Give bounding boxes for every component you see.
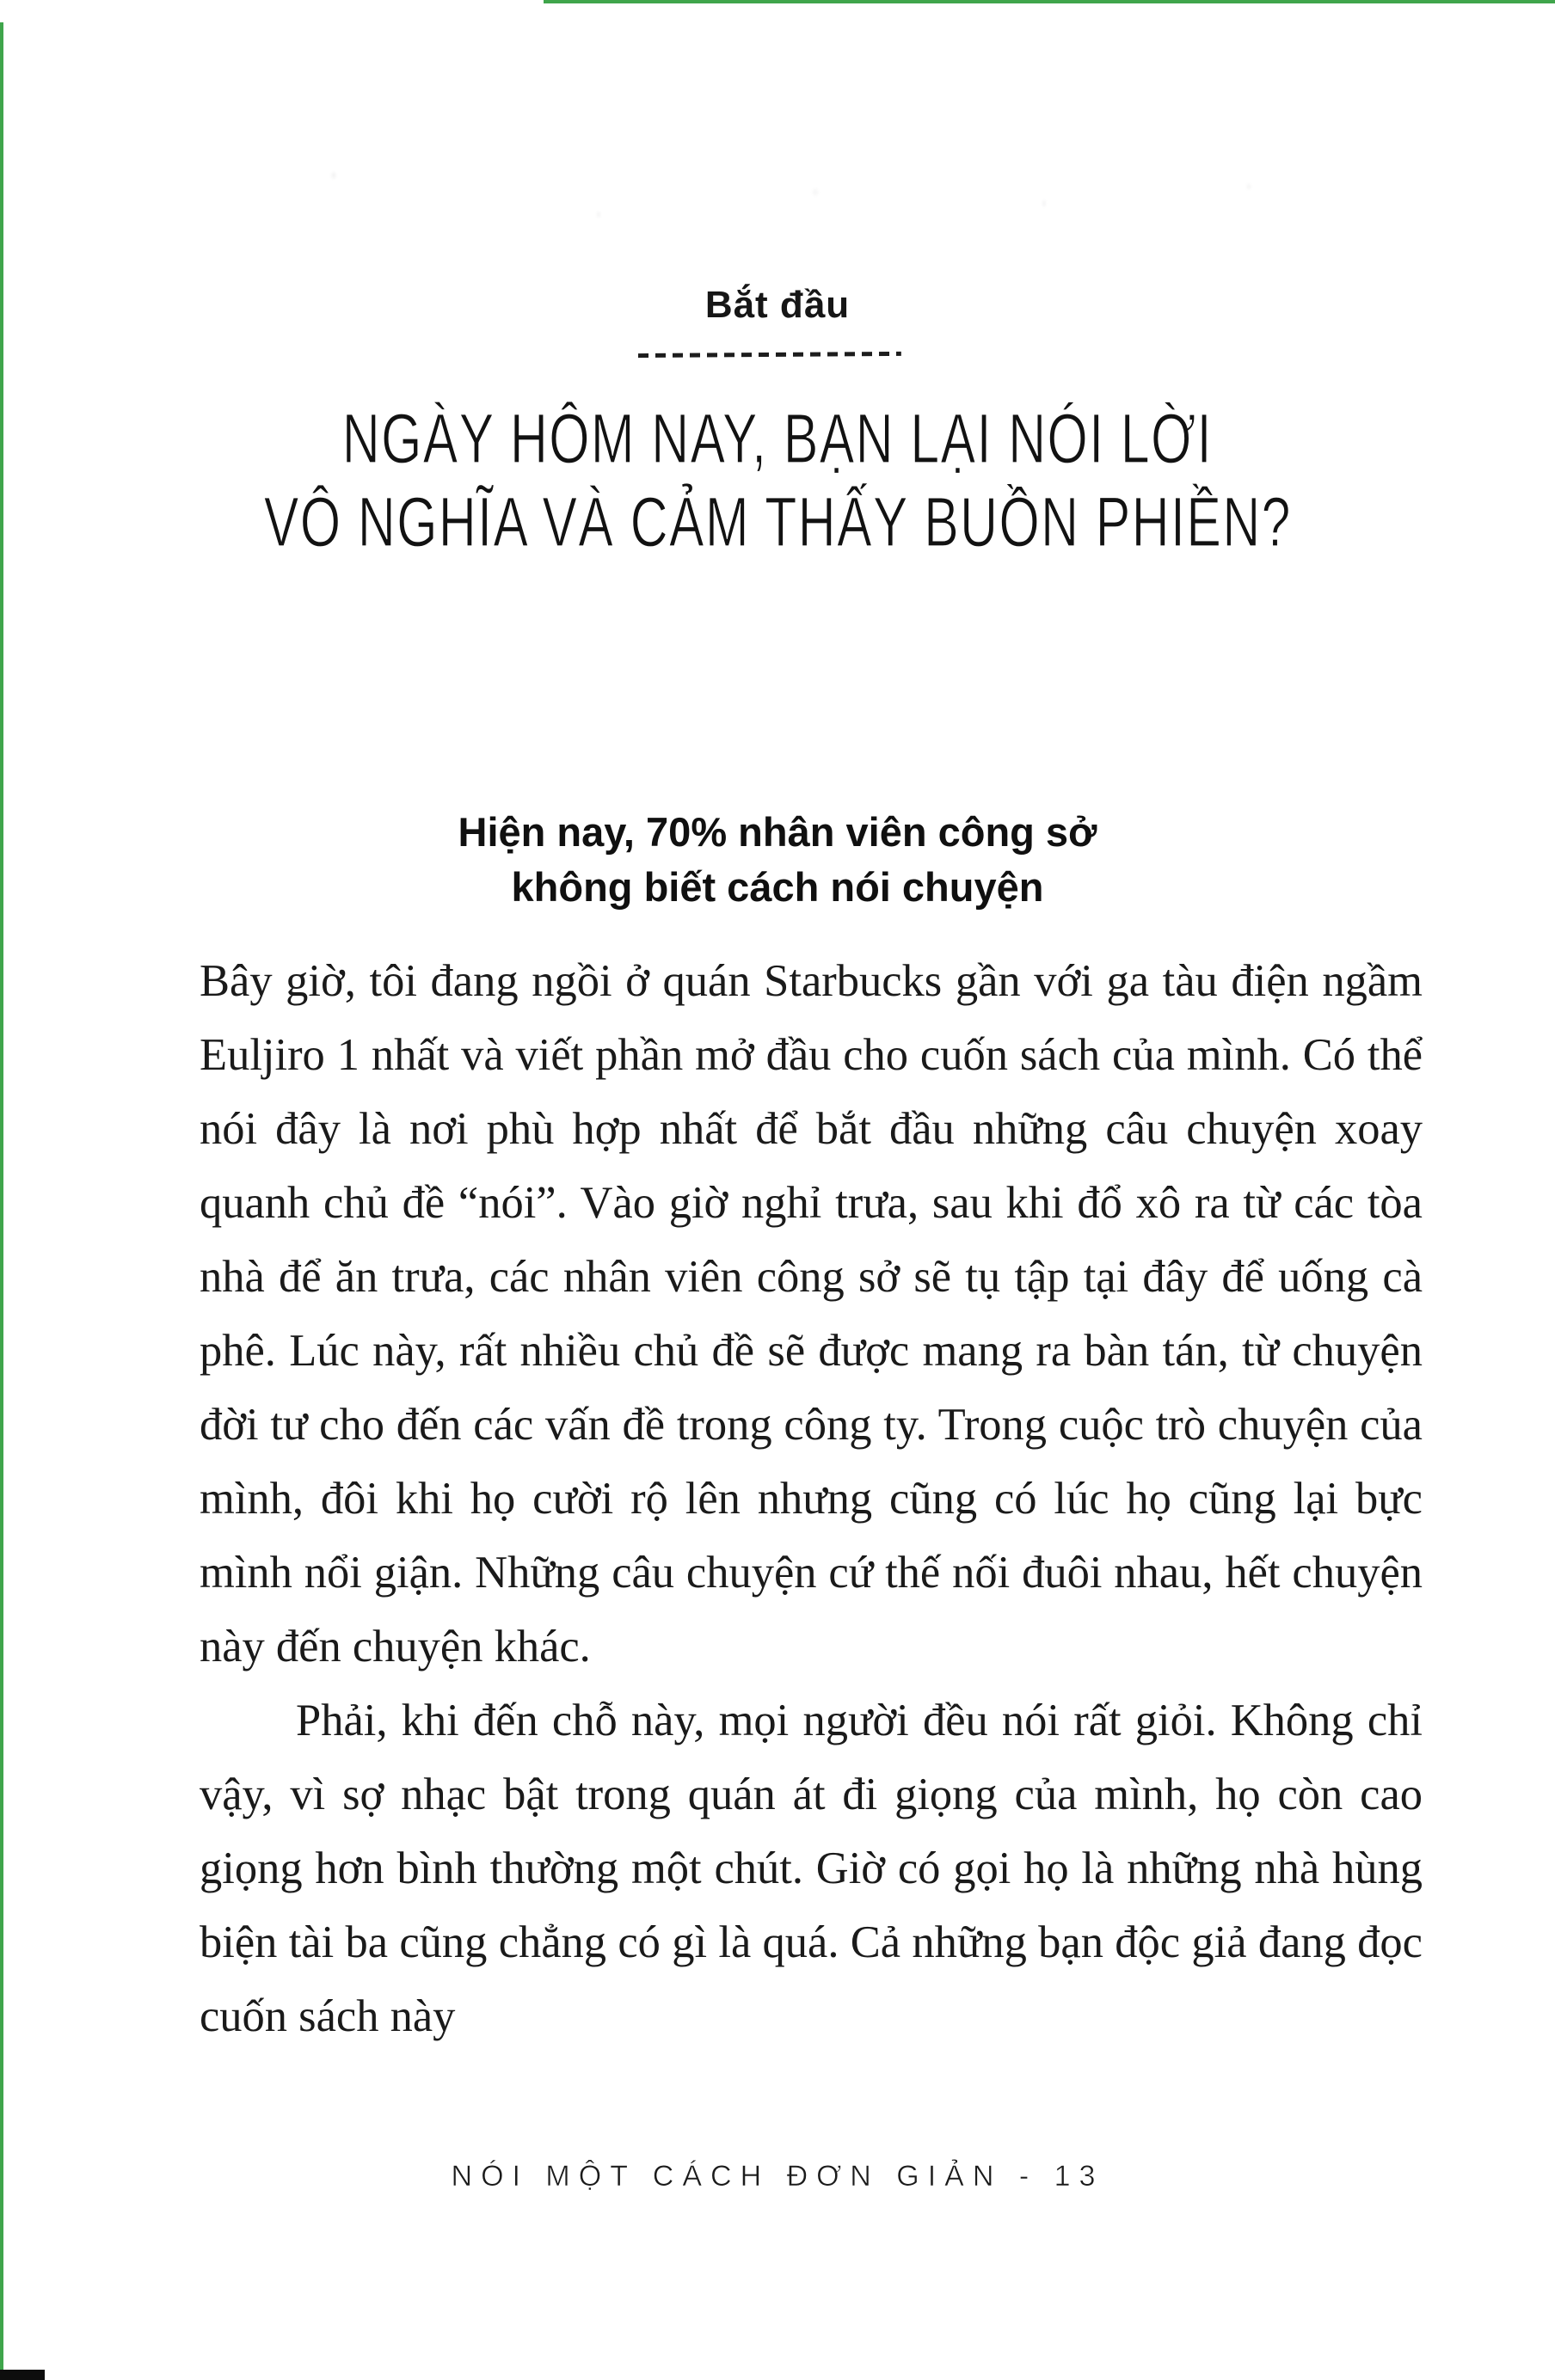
chapter-title bbox=[0, 397, 1555, 564]
kicker-dotted-rule bbox=[638, 352, 901, 358]
subheading-line2: không biết cách nói chuyện bbox=[511, 864, 1044, 910]
chapter-title-line2: VÔ NGHĨA VÀ CẢM THẤY BUỒN PHIỀN? bbox=[263, 483, 1292, 561]
section-kicker: Bắt đầu bbox=[704, 284, 851, 326]
page-bleedthrough-smudge bbox=[189, 142, 1393, 254]
scan-edge-line-top bbox=[544, 0, 1555, 3]
subheading-line1: Hiện nay, 70% nhân viên công sở bbox=[458, 809, 1097, 855]
running-footer-page-number: NÓI MỘT CÁCH ĐƠN GIẢN - 13 bbox=[451, 2160, 1104, 2193]
chapter-title-line1: NGÀY HÔM NAY, BẠN LẠI NÓI LỜI bbox=[341, 400, 1214, 478]
paragraph-1: Bây giờ, tôi đang ngồi ở quán Starbucks gần với ga tàu điện ngầm Euljiro 1 nhất và viết phần mở đầu cho cuốn sách của mình. Có thể nói đây là nơi phù hợp nhất để bắt đầu những câu chuyện xoay quanh chủ đề “nói”. Vào giờ nghỉ trưa, sau khi đổ xô ra từ các tòa nhà để ăn trưa, các nhân viên công sở sẽ tụ tập tại đây để uống cà phê. Lúc này, rất nhiều chủ đề sẽ được mang ra bàn tán, từ chuyện đời tư cho đến các vấn đề trong công ty. Trong cuộc trò chuyện của mình, đôi khi họ cười rộ lên nhưng cũng có lúc họ cũng lại bực mình nổi giận. Những câu chuyện cứ thế nối đuôi nhau, hết chuyện này đến chuyện khác. bbox=[200, 956, 1423, 1672]
section-subheading bbox=[0, 805, 1555, 915]
paragraph-2: Phải, khi đến chỗ này, mọi người đều nói rất giỏi. Không chỉ vậy, vì sợ nhạc bật trong quán át đi giọng của mình, họ còn cao giọng hơn bình thường một chút. Giờ có gọi họ là những nhà hùng biện tài ba cũng chẳng có gì là quá. Cả những bạn độc giả đang đọc cuốn sách này bbox=[200, 1696, 1423, 2041]
scan-edge-line-left bbox=[0, 22, 3, 2380]
scan-corner-mark bbox=[0, 2370, 45, 2380]
body-text bbox=[200, 944, 1423, 2053]
